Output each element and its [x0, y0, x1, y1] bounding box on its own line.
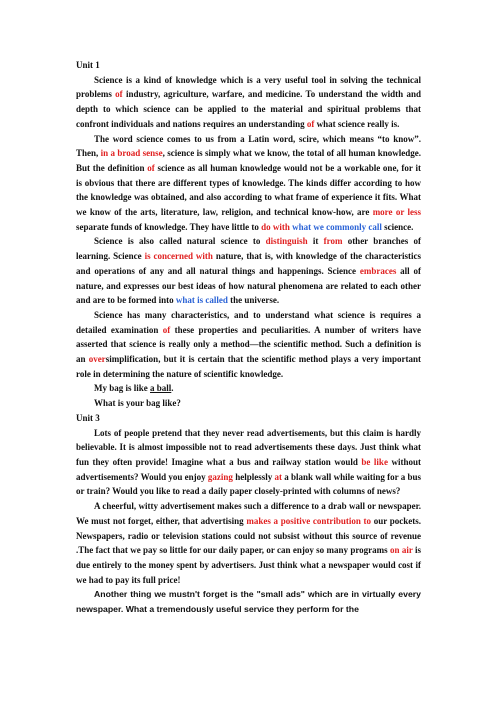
text-run: the universe.: [227, 295, 280, 306]
highlight-red: of: [147, 162, 155, 173]
highlight-red: do with: [261, 221, 290, 232]
text-run: our pockets. Newspapers, radio or television stations could not subsist without this source of revenue .The fact that we pay so little for our daily paper, or can enjoy so many programs: [76, 515, 421, 556]
text-run: Science has many characteristics, and to understand what science is requires a detailed examination: [76, 309, 421, 335]
text-run: My bag is like: [94, 383, 151, 394]
highlight-red: of: [162, 324, 171, 335]
text-run: is due entirely to the money spent by advertisers. Just think what a newspaper would cost if we had to pay its full price!: [76, 545, 421, 585]
unit-1-heading: Unit 1: [76, 60, 100, 70]
document-page: [76, 58, 421, 617]
text-run: simplification, but it is certain that the scientific method plays a very important role in determining the nature of scientific knowledge.: [76, 354, 421, 379]
example-sentence: [76, 381, 421, 396]
highlight-red: makes a positive contribution to: [246, 515, 372, 526]
text-run: The word science comes to us from a Latin word, scire, which means “to know”. Then,: [76, 133, 421, 159]
text-run: Science is also called natural science to: [94, 236, 266, 247]
text-run: , science is simply what we know, the total of all human knowledge. But the definition: [76, 148, 421, 173]
text-run: what science really is.: [314, 118, 400, 129]
highlight-red: of: [306, 118, 315, 129]
highlight-red: in a broad sense: [100, 148, 163, 159]
unit-1-paragraph-3: [76, 234, 421, 308]
unit-3-paragraph-1: [76, 426, 421, 500]
unit-3-heading: Unit 3: [76, 412, 100, 423]
highlight-red: gazing: [207, 471, 233, 482]
highlight-red: embraces: [359, 265, 397, 276]
text-run: science as all human knowledge would not be a workable one, for it is obvious that there are different types of knowledge. The kinds differ according to how the knowledge was obtained, and also according to what frame of experience it fits. What we know of the arts, literature, law, religion, and technical know-how, are: [76, 162, 421, 218]
text-run: separate funds of knowledge. They have little to: [76, 221, 262, 232]
highlight-red: is concerned with: [144, 251, 213, 262]
text-run: Lots of people pretend that they never read advertisements, but this claim is hardly believable. It is almost impossible not to read advertisements these days. Just think what fun they often provide! Imagine what a bus and railway station would: [76, 427, 421, 467]
text-run: a blank wall while waiting for a bus or train? Would you like to read a daily paper closely-printed with columns of news?: [76, 471, 421, 497]
unit-1-paragraph-1: [76, 73, 421, 132]
unit-1-paragraph-4: [76, 308, 421, 382]
highlight-blue: what is called: [175, 295, 228, 306]
text-run: nature, that is, with knowledge of the characteristics and operations of any and all natural things and happenings. Science: [76, 251, 422, 276]
text-run: What is your bag like?: [94, 398, 181, 409]
example-question: [76, 396, 421, 411]
highlight-red: from: [323, 236, 343, 247]
text-run: Science is a kind of knowledge which is a very useful tool in solving the technical problems: [76, 74, 421, 100]
text-run: all of nature, and expresses our best ideas of how natural phenomena are related to each other and are to be formed into: [76, 265, 421, 306]
underlined-text: a ball: [150, 383, 172, 394]
highlight-red: over: [88, 354, 106, 365]
text-run: Another thing we mustn't forget is the "small ads" which are in virtually every newspaper. What a tremendously useful service they perform for the: [76, 589, 421, 615]
text-run: without advertisements? Would you enjoy: [76, 456, 421, 482]
unit-1-paragraph-2: [76, 132, 421, 235]
highlight-red: be like: [361, 456, 388, 467]
text-run: other branches of learning. Science: [76, 236, 421, 262]
highlight-red: more or less: [372, 207, 421, 218]
text-run: these properties and peculiarities. A number of writers have asserted that science is really only a method—the scientific method. Such a definition is an: [76, 324, 421, 365]
highlight-red: at: [274, 471, 282, 482]
unit-3-paragraph-2: [76, 499, 421, 587]
text-run: it: [307, 236, 324, 247]
highlight-red: on air: [390, 545, 413, 556]
unit-3-paragraph-3: [76, 587, 421, 616]
text-run: A cheerful, witty advertisement makes such a difference to a drab wall or newspaper. We must not forget, either, that advertising: [76, 501, 421, 526]
highlight-red: distinguish: [265, 236, 308, 247]
highlight-red: of: [115, 89, 123, 100]
text-run: science.: [381, 221, 414, 232]
text-run: helplessly: [232, 471, 275, 482]
text-run: industry, agriculture, warfare, and medicine. To understand the width and depth to which science can be applied to the material and spiritual problems that confront individuals and nations requires an understanding: [76, 89, 421, 129]
highlight-blue: what we commonly call: [292, 221, 382, 232]
text-run: .: [171, 383, 174, 394]
